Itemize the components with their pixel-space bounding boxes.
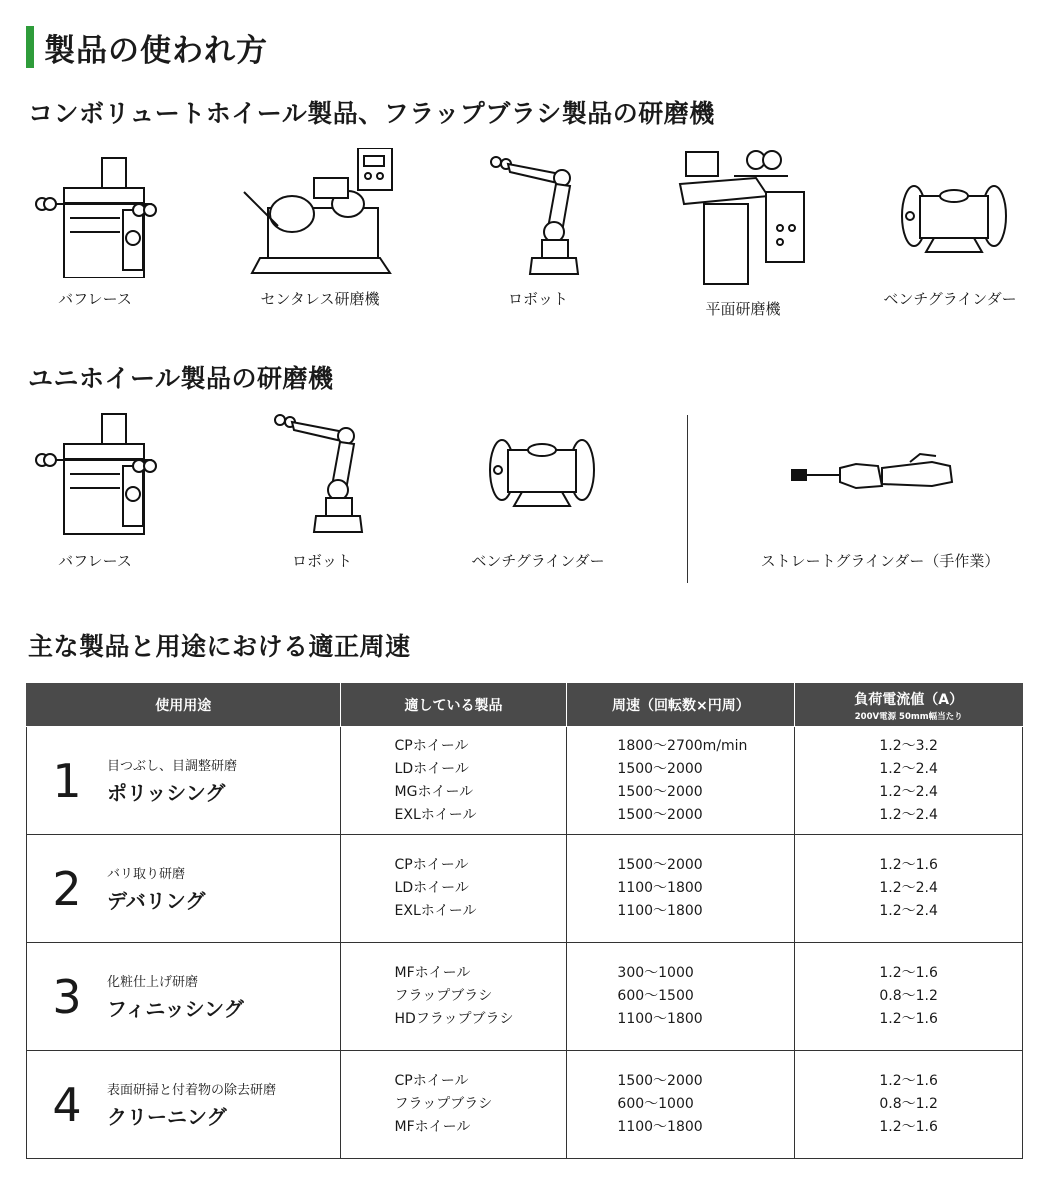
speed-value: 1800〜2700m/min xyxy=(617,737,748,754)
usage-description: 化粧仕上げ研磨 xyxy=(107,975,199,990)
speed-value: 1100〜1800 xyxy=(617,1119,703,1135)
product-value: MFホイール xyxy=(394,1119,471,1135)
usage-cell xyxy=(27,943,341,1051)
load-value: 1.2〜2.4 xyxy=(879,783,938,800)
load-value: 1.2〜3.2 xyxy=(879,737,938,754)
machine-robot xyxy=(478,148,598,309)
machine-caption: ベンチグラインダー xyxy=(883,290,1017,308)
speed-cell xyxy=(567,835,795,943)
product-value: LDホイール xyxy=(394,880,469,896)
section-heading-uni-wheel: ユニホイール製品の研磨機 xyxy=(28,364,334,393)
product-value: MGホイール xyxy=(394,783,474,800)
product-value: CPホイール xyxy=(394,1073,469,1089)
speed-cell xyxy=(567,943,795,1051)
load-cell xyxy=(795,835,1023,943)
usage-name: クリーニング xyxy=(107,1105,227,1129)
load-cell xyxy=(795,1051,1023,1159)
header-load-subtitle: 200V電源 50mm幅当たり xyxy=(854,711,963,722)
machine-bench-grinder xyxy=(468,410,608,571)
table-header-row xyxy=(27,684,1023,727)
load-value: 1.2〜1.6 xyxy=(879,857,938,873)
bench-grinder-illustration xyxy=(880,148,1020,278)
usage-description: 目つぶし、目調整研磨 xyxy=(107,759,238,774)
usage-cell xyxy=(27,1051,341,1159)
load-value: 0.8〜1.2 xyxy=(879,988,938,1004)
product-cell xyxy=(340,1051,567,1159)
product-value: HDフラップブラシ xyxy=(394,1011,514,1027)
speed-value: 1500〜2000 xyxy=(617,1073,703,1089)
product-value: EXLホイール xyxy=(394,903,477,919)
load-value: 1.2〜1.6 xyxy=(879,1119,938,1135)
usage-text xyxy=(107,971,244,1022)
title-accent-bar xyxy=(26,26,34,68)
usage-text xyxy=(107,1079,276,1130)
machine-caption: 平面研磨機 xyxy=(705,300,781,318)
surface-grinder-illustration xyxy=(676,148,810,288)
section-divider xyxy=(687,415,688,583)
header-load xyxy=(795,684,1023,727)
machine-centerless-grinder xyxy=(240,148,400,309)
usage-number: 3 xyxy=(52,969,82,1024)
header-usage: 使用用途 xyxy=(27,684,341,727)
buff-lathe-illustration xyxy=(30,148,160,278)
load-value: 1.2〜2.4 xyxy=(879,903,938,919)
robot-illustration xyxy=(262,410,382,540)
usage-description: 表面研掃と付着物の除去研磨 xyxy=(107,1083,277,1098)
usage-name: ポリッシング xyxy=(107,781,226,805)
load-value: 1.2〜2.4 xyxy=(879,806,938,823)
load-cell xyxy=(795,727,1023,835)
speed-cell xyxy=(567,1051,795,1159)
load-cell xyxy=(795,943,1023,1051)
centerless-grinder-illustration xyxy=(240,148,400,278)
speed-value: 1100〜1800 xyxy=(617,903,703,919)
section-heading-convolute: コンボリュートホイール製品、フラップブラシ製品の研磨機 xyxy=(28,99,715,128)
machine-buff-lathe xyxy=(30,148,160,309)
machine-caption: バフレース xyxy=(58,290,132,308)
usage-name: デバリング xyxy=(107,889,206,913)
page-title xyxy=(26,26,268,68)
speed-value: 1100〜1800 xyxy=(617,880,703,896)
header-load-title: 負荷電流値（A） xyxy=(854,691,964,708)
machine-caption: ロボット xyxy=(291,552,352,570)
load-value: 1.2〜2.4 xyxy=(879,880,938,896)
buff-lathe-illustration xyxy=(30,410,160,540)
load-value: 0.8〜1.2 xyxy=(879,1096,938,1112)
speed-value: 1500〜2000 xyxy=(617,857,703,873)
machine-caption: センタレス研磨機 xyxy=(260,290,380,308)
product-value: MFホイール xyxy=(394,965,471,981)
usage-text xyxy=(107,755,237,806)
usage-description: バリ取り研磨 xyxy=(107,867,186,882)
usage-cell xyxy=(27,727,341,835)
usage-number: 2 xyxy=(52,861,82,916)
load-value: 1.2〜1.6 xyxy=(879,965,938,981)
table-row xyxy=(27,943,1023,1051)
header-products: 適している製品 xyxy=(340,684,567,727)
product-cell xyxy=(340,943,567,1051)
machine-caption: バフレース xyxy=(58,552,132,570)
speed-value: 300〜1000 xyxy=(617,965,694,981)
machine-caption: ロボット xyxy=(507,290,568,308)
load-value: 1.2〜1.6 xyxy=(879,1011,938,1027)
section-heading-speed-table: 主な製品と用途における適正周速 xyxy=(28,632,411,661)
machine-surface-grinder xyxy=(676,148,810,319)
machine-caption: ストレートグラインダー（手作業） xyxy=(760,552,1000,570)
product-cell xyxy=(340,727,567,835)
speed-value: 1500〜2000 xyxy=(617,783,703,800)
speed-value: 600〜1500 xyxy=(617,988,694,1004)
usage-text xyxy=(107,863,205,914)
table-row xyxy=(27,1051,1023,1159)
usage-number: 1 xyxy=(52,753,82,808)
product-value: CPホイール xyxy=(394,857,469,873)
table-row xyxy=(27,727,1023,835)
machine-buff-lathe xyxy=(30,410,160,571)
load-value: 1.2〜2.4 xyxy=(879,760,938,777)
product-cell xyxy=(340,835,567,943)
speed-value: 1500〜2000 xyxy=(617,806,703,823)
table-row xyxy=(27,835,1023,943)
header-speed: 周速（回転数×円周） xyxy=(567,684,795,727)
straight-grinder-illustration xyxy=(760,410,1000,540)
usage-name: フィニッシング xyxy=(107,997,244,1021)
robot-illustration xyxy=(478,148,598,278)
product-value: EXLホイール xyxy=(394,806,477,823)
machine-straight-grinder xyxy=(760,410,1000,571)
page-title-text: 製品の使われ方 xyxy=(44,32,268,69)
bench-grinder-illustration xyxy=(468,410,608,540)
speed-value: 1500〜2000 xyxy=(617,760,703,777)
speed-cell xyxy=(567,727,795,835)
load-value: 1.2〜1.6 xyxy=(879,1073,938,1089)
product-value: CPホイール xyxy=(394,737,469,754)
machine-bench-grinder xyxy=(880,148,1020,309)
product-value: LDホイール xyxy=(394,760,469,777)
usage-speed-table xyxy=(26,683,1023,1159)
machine-caption: ベンチグラインダー xyxy=(471,552,605,570)
machine-robot xyxy=(262,410,382,571)
product-value: フラップブラシ xyxy=(394,1096,493,1112)
usage-number: 4 xyxy=(52,1077,82,1132)
speed-value: 600〜1000 xyxy=(617,1096,694,1112)
product-value: フラップブラシ xyxy=(394,988,493,1004)
usage-cell xyxy=(27,835,341,943)
speed-value: 1100〜1800 xyxy=(617,1011,703,1027)
